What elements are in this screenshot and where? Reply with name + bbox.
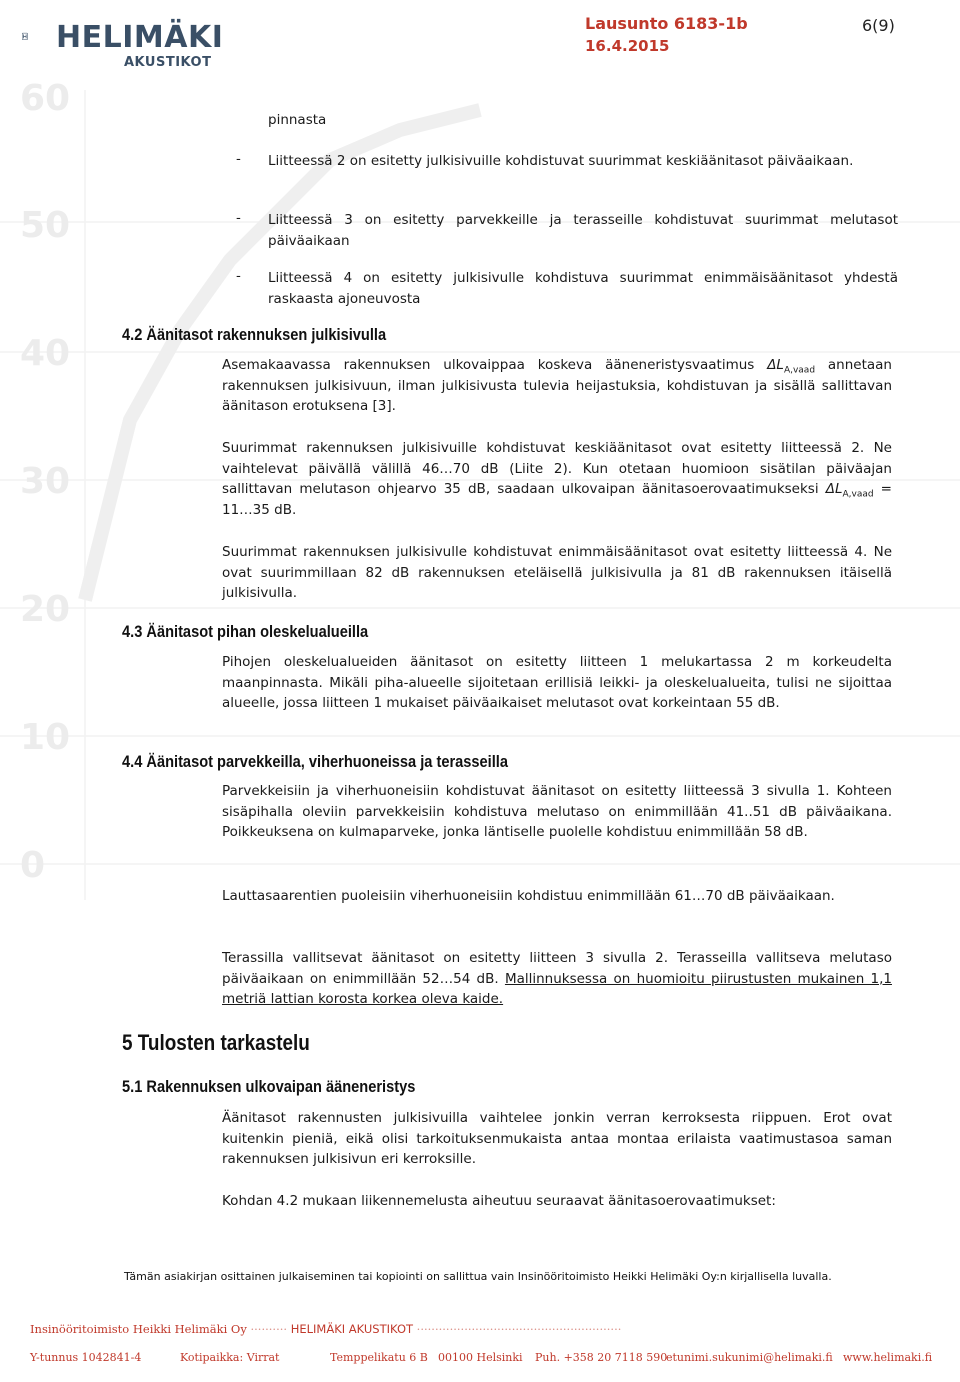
paragraph: Lauttasaarentien puoleisiin viherhuoneisiin kohdistuu enimmillään 61…70 dB päiväaikaan. xyxy=(222,888,835,904)
paragraph: Äänitasot rakennusten julkisivuilla vaihtelee jonkin verran kerroksesta riippuen. Erot ovat kuitenkin pieniä, eikä olisi tarkoituksenmukaista antaa montaa erilaista vaatimustasoa saman rakennuksen julkisivun eri kerroksille. xyxy=(222,1110,892,1167)
chapter-heading: 5 Tulosten tarkastelu xyxy=(122,1030,310,1055)
footer-kotipaikka: Kotipaikka: Virrat xyxy=(180,1351,280,1364)
watermark-tick: 40 xyxy=(20,333,71,374)
footer-company-line: Insinööritoimisto Heikki Helimäki Oy ·········· HELIMÄKI AKUSTIKOT ························································ xyxy=(30,1322,622,1336)
watermark-tick: 30 xyxy=(20,461,71,502)
document-date: 16.4.2015 xyxy=(585,37,670,55)
bullet-item: Liitteessä 3 on esitetty parvekkeille ja terasseille kohdistuvat suurimmat melutasot päiväaikaan xyxy=(268,212,898,249)
bullet-dash: - xyxy=(236,210,241,226)
page-number: 6(9) xyxy=(862,16,895,35)
copyright-note: Tämän asiakirjan osittainen julkaiseminen tai kopiointi on sallittua vain Insinööritoimisto Heikki Helimäki Oy:n kirjallisella luvalla. xyxy=(124,1270,832,1283)
footer-postal: 00100 Helsinki xyxy=(438,1351,523,1364)
bullet-item: Liitteessä 4 on esitetty julkisivulle kohdistuva suurimmat enimmäisäänitasot yhdestä raskaasta ajoneuvosta xyxy=(268,270,898,307)
watermark-tick: 0 xyxy=(20,845,46,886)
footer-contact-line xyxy=(30,1351,935,1367)
paragraph: Suurimmat rakennuksen julkisivulle kohdistuvat enimmäisäänitasot ovat esitetty liitteessä 4. Ne ovat suurimmillaan 82 dB rakennuksen eteläisellä julkisivulla ja 81 dB rakennuksen itäisellä julkisivulla. xyxy=(222,544,892,601)
section-heading: 4.4 Äänitasot parvekkeilla, viherhuoneissa ja terasseilla xyxy=(122,752,509,771)
section-heading: 4.3 Äänitasot pihan oleskelualueilla xyxy=(122,622,369,641)
watermark-tick: 20 xyxy=(20,589,71,630)
bullet-dash: - xyxy=(236,268,241,284)
document-id: Lausunto 6183-1b xyxy=(585,14,748,33)
paragraph: Kohdan 4.2 mukaan liikennemelusta aiheutuu seuraavat äänitasoerovaatimukset: xyxy=(222,1193,776,1209)
footer-ytunnus: Y-tunnus 1042841-4 xyxy=(30,1351,142,1364)
watermark-tick: 50 xyxy=(20,205,71,246)
paragraph: Asemakaavassa rakennuksen ulkovaippaa koskeva ääneneristysvaatimus $\Delta L_{A,vaad}$ annetaan rakennuksen julkisivuun, ilman julkisivusta tulevia heijastuksia, kohdistuvan ja sisällä sallittavan äänitason erotuksena [3]. xyxy=(222,357,892,414)
intro-line: pinnasta xyxy=(268,112,327,128)
watermark-tick: 10 xyxy=(20,717,71,758)
paragraph: Suurimmat rakennuksen julkisivuille kohdistuvat keskiäänitasot ovat esitetty liitteessä 2. Ne vaihtelevat päivällä välillä 46…70 dB (Liite 2). Kun otetaan huomioon sisätilan päiväajan sallittavan melutason ohjearvo 35 dB, saadaan ulkovaipan äänitasoerovaatimukseksi $\Delta L_{A,vaad}$ = 11…35 dB. xyxy=(222,440,892,518)
paragraph: Terassilla vallitsevat äänitasot on esitetty liitteen 3 sivulla 2. Terasseilla vallitseva melutaso päiväaikaan on enimmillään 52…54 dB. Mallinnuksessa on huomioitu piirustusten mukainen 1,1 metriä lattian korosta korkea oleva kaide. xyxy=(222,950,892,1007)
section-heading: 4.2 Äänitasot rakennuksen julkisivulla xyxy=(122,325,387,344)
logo-icon xyxy=(22,18,56,58)
bullet-dash: - xyxy=(236,151,241,167)
watermark-tick: 60 xyxy=(20,78,71,119)
paragraph: Pihojen oleskelualueiden äänitasot on esitetty liitteen 1 melukartassa 2 m korkeudelta maanpinnasta. Mikäli piha-alueelle sijoitetaan erillisiä leikki- ja oleskelualueita, tulisi ne sijoittaa alueelle, jossa liitteen 1 mukaiset päiväaikaiset melutasot ovat korkeintaan 55 dB. xyxy=(222,654,892,711)
footer-web[interactable]: www.helimaki.fi xyxy=(843,1351,933,1364)
logo-name: HELIMÄKI xyxy=(56,20,224,55)
section-heading: 5.1 Rakennuksen ulkovaipan ääneneristys xyxy=(122,1077,416,1096)
footer-address: Temppelikatu 6 B xyxy=(330,1351,428,1364)
footer-email[interactable]: etunimi.sukunimi@helimaki.fi xyxy=(666,1351,833,1364)
logo-subtitle: AKUSTIKOT xyxy=(124,55,212,70)
footer-phone: Puh. +358 20 7118 590 xyxy=(535,1351,668,1364)
bullet-item: Liitteessä 2 on esitetty julkisivuille kohdistuvat suurimmat keskiäänitasot päiväaikaan. xyxy=(268,153,854,169)
paragraph: Parvekkeisiin ja viherhuoneisiin kohdistuvat äänitasot on esitetty liitteessä 3 sivulla 1. Kohteen sisäpihalla oleviin parvekkeisiin kohdistuva melutaso on enimmillään 41..51 dB päiväaikana. Poikkeuksena on kulmaparveke, jonka läntiselle puolelle kohdistuu enimmillään 58 dB. xyxy=(222,783,892,840)
